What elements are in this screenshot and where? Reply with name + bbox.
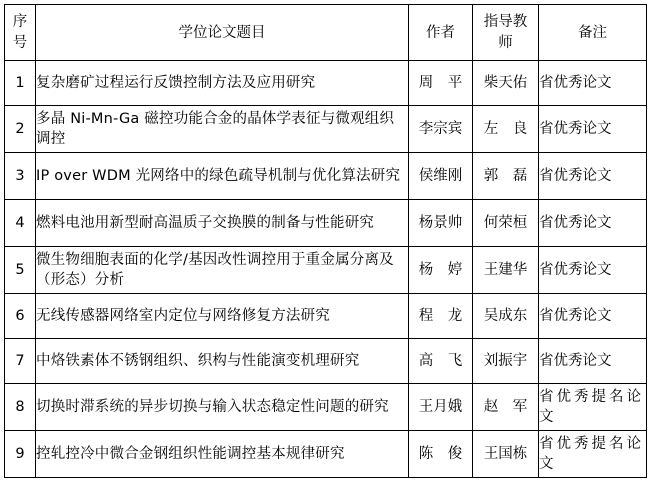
row-title: 切换时滞系统的异步切换与输入状态稳定性问题的研究	[36, 384, 409, 431]
table-row	[5, 61, 647, 106]
table-row	[5, 153, 647, 200]
table-header-row	[5, 5, 647, 61]
row-author: 程 龙	[409, 294, 473, 339]
header-advisor	[473, 5, 539, 61]
row-advisor: 王国栋	[473, 431, 539, 478]
table-row	[5, 431, 647, 478]
row-title: 控轧控冷中微合金钢组织性能调控基本规律研究	[36, 431, 409, 478]
header-advisor-line2: 师	[498, 34, 513, 51]
row-index: 1	[5, 61, 36, 106]
row-note: 省优秀论文	[539, 294, 647, 339]
row-author: 周 平	[409, 61, 473, 106]
row-note: 省优秀提名论文	[539, 431, 647, 478]
row-advisor: 刘振宇	[473, 339, 539, 384]
row-title: 燃料电池用新型耐高温质子交换膜的制备与性能研究	[36, 200, 409, 247]
header-index-bottom: 号	[12, 34, 28, 51]
row-title: 无线传感器网络室内定位与网络修复方法研究	[36, 294, 409, 339]
header-note: 备注	[539, 5, 647, 61]
thesis-table	[4, 4, 647, 478]
row-author: 杨 婷	[409, 247, 473, 294]
row-author: 杨景帅	[409, 200, 473, 247]
header-index-top: 序	[12, 13, 28, 30]
row-index: 3	[5, 153, 36, 200]
row-note: 省优秀论文	[539, 106, 647, 153]
row-note: 省优秀论文	[539, 61, 647, 106]
table-row	[5, 106, 647, 153]
header-author: 作者	[409, 5, 473, 61]
row-note: 省优秀提名论文	[539, 384, 647, 431]
row-title: 复杂磨矿过程运行反馈控制方法及应用研究	[36, 61, 409, 106]
row-author: 王月娥	[409, 384, 473, 431]
row-note: 省优秀论文	[539, 247, 647, 294]
row-author: 侯维刚	[409, 153, 473, 200]
row-title: 多晶 Ni-Mn-Ga 磁控功能合金的晶体学表征与微观组织调控	[36, 106, 409, 153]
row-author: 李宗宾	[409, 106, 473, 153]
row-index: 6	[5, 294, 36, 339]
row-advisor: 王建华	[473, 247, 539, 294]
row-index: 4	[5, 200, 36, 247]
row-note: 省优秀论文	[539, 339, 647, 384]
row-advisor: 郭 磊	[473, 153, 539, 200]
row-title: 微生物细胞表面的化学/基因改性调控用于重金属分离及（形态）分析	[36, 247, 409, 294]
table-row	[5, 384, 647, 431]
header-index	[5, 5, 36, 61]
row-advisor: 柴天佑	[473, 61, 539, 106]
row-index: 7	[5, 339, 36, 384]
table-row	[5, 200, 647, 247]
table-row	[5, 294, 647, 339]
row-title: 中烙铁素体不锈钢组织、织构与性能演变机理研究	[36, 339, 409, 384]
header-title: 学位论文题目	[36, 5, 409, 61]
row-advisor: 何荣桓	[473, 200, 539, 247]
row-note: 省优秀论文	[539, 153, 647, 200]
row-index: 5	[5, 247, 36, 294]
row-index: 8	[5, 384, 36, 431]
row-note: 省优秀论文	[539, 200, 647, 247]
row-author: 陈 俊	[409, 431, 473, 478]
row-advisor: 吴成东	[473, 294, 539, 339]
table-row	[5, 339, 647, 384]
row-index: 2	[5, 106, 36, 153]
row-advisor: 赵 军	[473, 384, 539, 431]
table-row	[5, 247, 647, 294]
row-title: IP over WDM 光网络中的绿色疏导机制与优化算法研究	[36, 153, 409, 200]
row-author: 高 飞	[409, 339, 473, 384]
row-index: 9	[5, 431, 36, 478]
row-advisor: 左 良	[473, 106, 539, 153]
header-advisor-line1: 指导教	[483, 13, 528, 30]
